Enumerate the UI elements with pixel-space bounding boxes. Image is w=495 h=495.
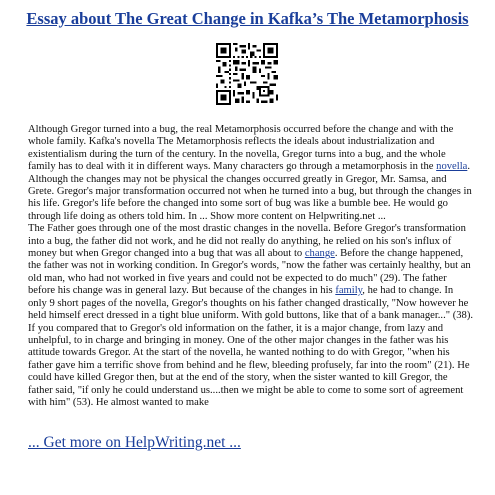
paragraph-text: Although Gregor turned into a bug, the real Metamorphosis occurred before the change and with the whole family. Kafka's novella The Metamorphosis reflects the ideals about industrialization and existentialism during the turn of the century. In the novella, Gregor turns into a bug, and the whole family has to deal with it in different ways. Many characters go through a metamorphosis in the <box>28 124 454 173</box>
essay-title-link[interactable]: Essay about The Great Change in Kafka’s The Metamorphosis <box>26 9 469 28</box>
qr-code-icon <box>216 43 278 105</box>
essay-body <box>28 124 473 409</box>
change-link[interactable]: change <box>304 248 335 260</box>
paragraph-father <box>28 223 473 409</box>
paragraph-text: The Father goes through one of the most drastic changes in the novella. Before Gregor's transformation into a bug, the father did not work, and he did not really do anything, he relied on his son's influx of money but when Gregor changed into a bug that was all about to <box>28 223 466 260</box>
paragraph-intro <box>28 124 473 223</box>
get-more-link[interactable]: ... Get more on HelpWriting.net ... <box>28 434 241 451</box>
family-link[interactable]: family <box>335 285 363 297</box>
paragraph-text: . Although the changes may not be physical the changes occurred greatly in Gregor, Mr. Samsa, and Grete. Gregor's major transformation occurred not when he turned into a bug, but through the changes in his life. Gregor's life before the changed into some sort of bug was like a bumble bee. He would go through life doing as others told him. In ... Show more content on Helpwriting.net ... <box>28 161 472 222</box>
novella-link[interactable]: novella <box>436 161 468 173</box>
paragraph-text: , he had to change. In only 9 short pages of the novella, Gregor's thoughts on his father changed drastically, "Now however he held himself erect dressed in a tight blue uniform. With gold buttons, like that of a bank manager..." (38). If you compared that to Gregor's old information on the father, it is a major change, from lazy and unhelpful, to in charge and bringing in money. One of the other major changes in the father was his attitude towards Gregor. At the start of the novella, he wanted nothing to do with Gregor, "when his father gave him a terrific shove from behind and he flew, bleeding profusely, far into the room" (21). He could have killed Gregor then, but at the end of the story, when the sister wanted to kill Gregor, the father said, "if only he could understand us....then we might be able to come to some sort of agreement with him" (53). He almost wanted to make <box>28 285 474 408</box>
paragraph-text: . Before the change happened, the father was not in working condition. In Gregor's words, "now the father was certainly healthy, but an old man, who had not worked in five years and could not be expected to do much" (29). The father before his change was in general lazy. But because of the changes in his <box>28 248 471 297</box>
